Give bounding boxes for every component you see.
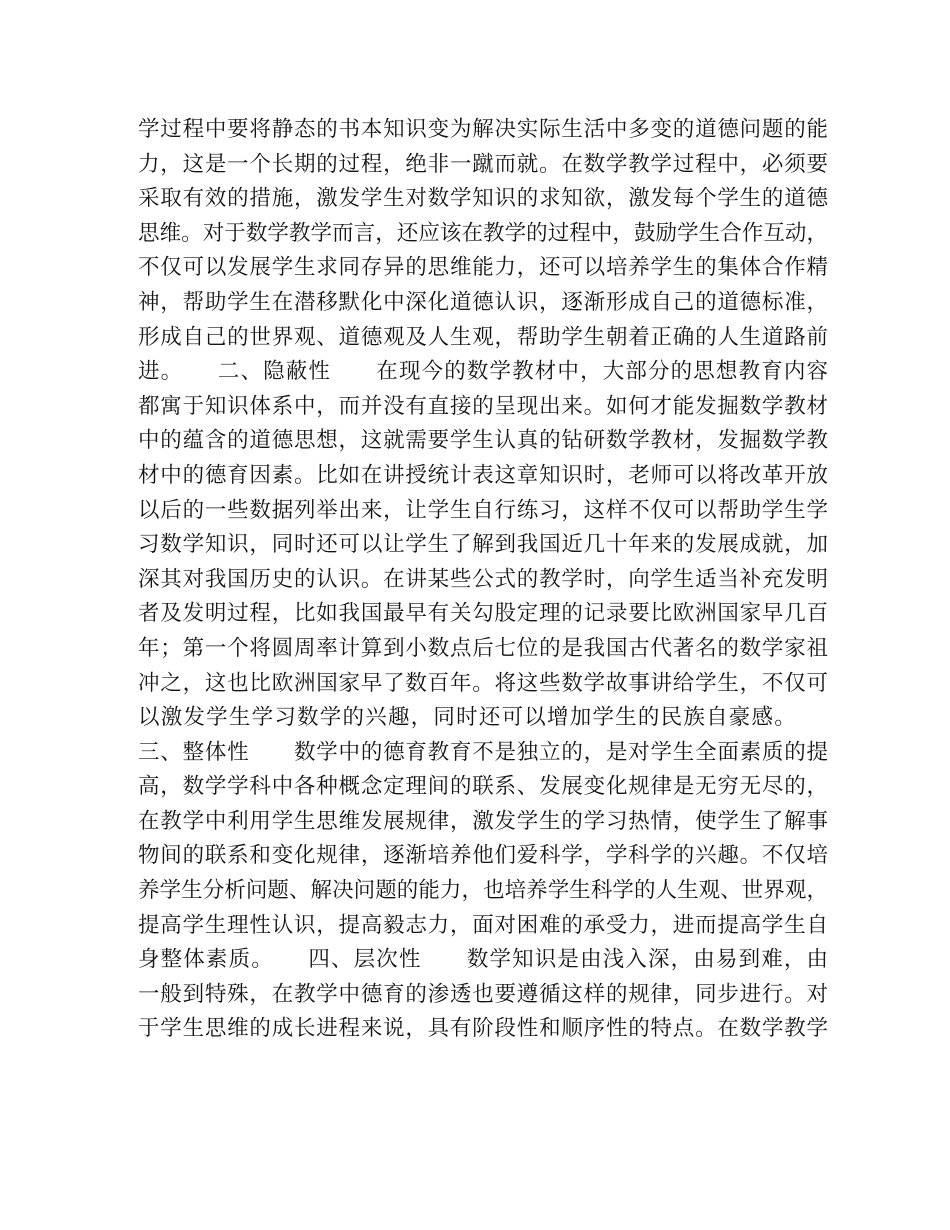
text-line: 三、整体性 数学中的德育教育不是独立的，是对学生全面素质的提 [138, 739, 828, 765]
text-line: 冲之，这也比欧洲国家早了数百年。将这些数学故事讲给学生，不仅可 [138, 670, 828, 696]
text-line: 材中的德育因素。比如在讲授统计表这章知识时，老师可以将改革开放 [138, 462, 828, 488]
text-line: 采取有效的措施，激发学生对数学知识的求知欲，激发每个学生的道德 [138, 186, 828, 212]
text-line: 年；第一个将圆周率计算到小数点后七位的是我国古代著名的数学家祖 [138, 635, 828, 661]
text-line: 神，帮助学生在潜移默化中深化道德认识，逐渐形成自己的道德标准， [138, 289, 828, 315]
text-line: 力，这是一个长期的过程，绝非一蹴而就。在数学教学过程中，必须要 [138, 151, 828, 177]
body-text [138, 113, 828, 1047]
text-line: 以后的一些数据列举出来，让学生自行练习，这样不仅可以帮助学生学 [138, 497, 828, 523]
text-line: 深其对我国历史的认识。在讲某些公式的教学时，向学生适当补充发明 [138, 566, 828, 592]
text-line: 养学生分析问题、解决问题的能力，也培养学生科学的人生观、世界观， [138, 878, 828, 904]
text-line: 中的蕴含的道德思想，这就需要学生认真的钻研数学教材，发掘数学教 [138, 428, 828, 454]
text-line: 高，数学学科中各种概念定理间的联系、发展变化规律是无穷无尽的， [138, 774, 828, 800]
text-line: 在教学中利用学生思维发展规律，激发学生的学习热情，使学生了解事 [138, 808, 828, 834]
text-line: 于学生思维的成长进程来说，具有阶段性和顺序性的特点。在数学教学 [138, 1016, 828, 1042]
text-line: 学过程中要将静态的书本知识变为解决实际生活中多变的道德问题的能 [138, 117, 828, 142]
text-line: 以激发学生学习数学的兴趣，同时还可以增加学生的民族自豪感。 [138, 705, 828, 731]
text-line: 都寓于知识体系中，而并没有直接的呈现出来。如何才能发掘数学教材 [138, 393, 828, 419]
text-line: 进。 二、隐蔽性 在现今的数学教材中，大部分的思想教育内容 [138, 359, 828, 385]
text-line: 思维。对于数学教学而言，还应该在教学的过程中，鼓励学生合作互动， [138, 220, 828, 246]
text-line: 提高学生理性认识，提高毅志力，面对困难的承受力，进而提高学生自 [138, 912, 828, 938]
text-line: 一般到特殊，在教学中德育的渗透也要遵循这样的规律，同步进行。对 [138, 981, 828, 1007]
text-line: 物间的联系和变化规律，逐渐培养他们爱科学，学科学的兴趣。不仅培 [138, 843, 828, 869]
text-line: 不仅可以发展学生求同存异的思维能力，还可以培养学生的集体合作精 [138, 255, 828, 281]
text-line: 习数学知识，同时还可以让学生了解到我国近几十年来的发展成就，加 [138, 532, 828, 558]
text-line: 形成自己的世界观、道德观及人生观，帮助学生朝着正确的人生道路前 [138, 324, 828, 350]
text-line: 身整体素质。 四、层次性 数学知识是由浅入深，由易到难，由 [138, 947, 828, 973]
text-line: 者及发明过程，比如我国最早有关勾股定理的记录要比欧洲国家早几百 [138, 601, 828, 627]
